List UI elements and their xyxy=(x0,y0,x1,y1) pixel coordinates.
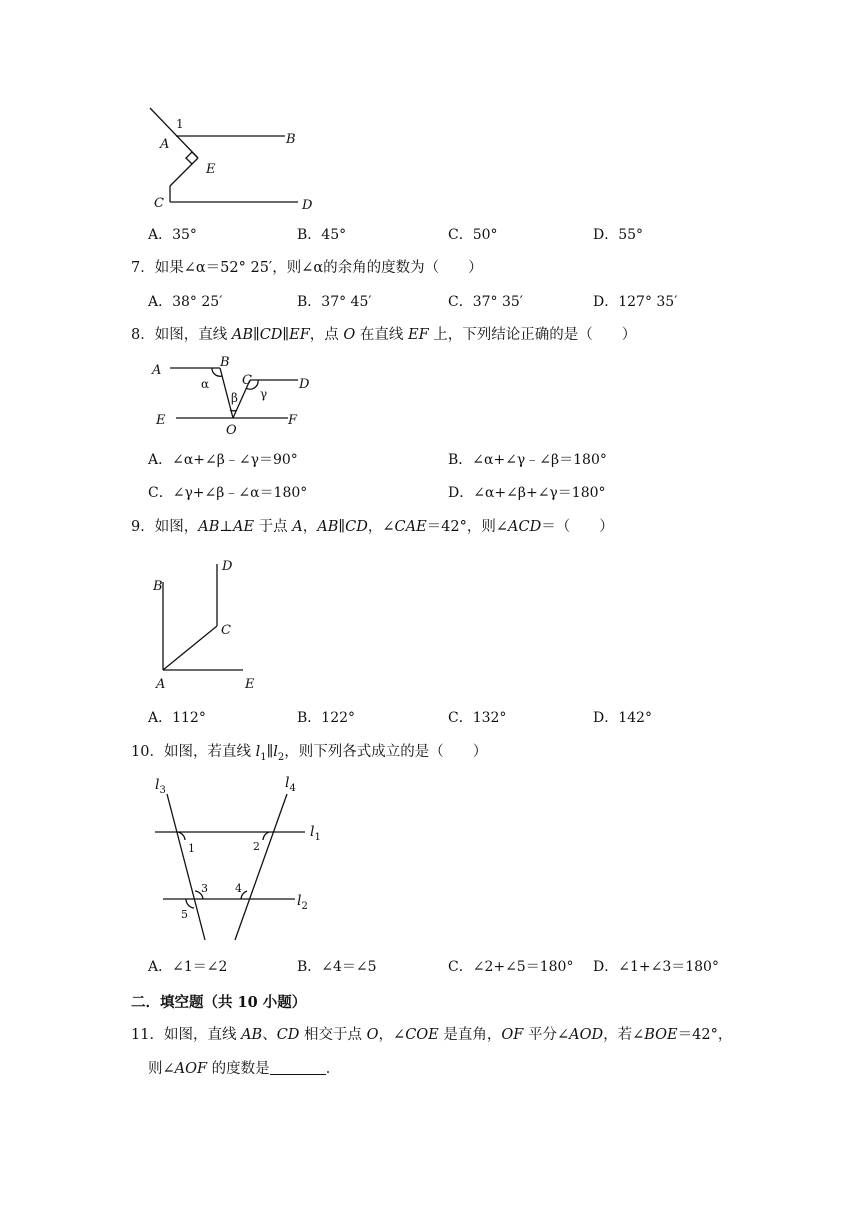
q6-option-a: A．35° xyxy=(148,227,197,243)
q7-option-c: C．37° 35′ xyxy=(448,294,523,310)
q10-label-angle-1: 1 xyxy=(188,842,195,855)
q7-option-a: A．38° 25′ xyxy=(148,294,223,310)
q9-label-B: B xyxy=(153,579,163,594)
q11-answer-blank[interactable] xyxy=(270,1060,326,1075)
q6-option-d: D．55° xyxy=(593,227,644,243)
q8-figure xyxy=(148,356,328,438)
q10-label-angle-5: 5 xyxy=(181,908,188,921)
q10-option-b: B．∠4＝∠5 xyxy=(297,959,377,975)
q6-option-c: C．50° xyxy=(448,227,498,243)
q7-stem: 7．如果∠α＝52° 25′，则∠α的余角的度数为（ ） xyxy=(131,260,483,276)
q9-label-C: C xyxy=(221,623,231,638)
q8-option-d: D．∠α+∠β+∠γ＝180° xyxy=(448,485,606,501)
q10-arc-2 xyxy=(263,832,269,840)
q10-label-angle-4: 4 xyxy=(235,882,242,895)
q8-stem: 8．如图，直线 AB∥CD∥EF，点 O 在直线 EF 上，下列结论正确的是（ ） xyxy=(131,327,637,343)
q10-label-l2: $l_2$ xyxy=(297,893,308,912)
q8-label-E: E xyxy=(156,413,166,428)
q6-label-C: C xyxy=(154,196,164,211)
q9-label-E: E xyxy=(245,677,255,692)
q10-line-l4 xyxy=(235,794,287,940)
q9-label-A: A xyxy=(156,677,166,692)
q8-label-C: C xyxy=(242,373,252,388)
q6-label-E: E xyxy=(206,162,216,177)
q8-option-b: B．∠α+∠γ﹣∠β＝180° xyxy=(448,452,607,468)
q9-option-c: C．132° xyxy=(448,710,507,726)
q9-segment-AC xyxy=(163,626,217,670)
q7-option-b: B．37° 45′ xyxy=(297,294,372,310)
q6-label-B: B xyxy=(286,132,296,147)
q6-figure xyxy=(140,100,330,215)
q9-stem: 9．如图，AB⊥AE 于点 A，AB∥CD，∠CAE＝42°，则∠ACD＝（ ） xyxy=(131,519,614,535)
q8-label-gamma: γ xyxy=(260,387,268,401)
q10-label-l4: $l_4$ xyxy=(285,775,296,794)
q8-label-O: O xyxy=(226,423,237,438)
q8-label-D: D xyxy=(299,377,310,392)
q6-right-angle-mark xyxy=(186,152,198,164)
q8-label-A: A xyxy=(152,363,162,378)
q10-figure xyxy=(145,772,335,944)
q8-label-F: F xyxy=(288,413,298,428)
q10-label-angle-3: 3 xyxy=(201,882,208,895)
q9-option-d: D．142° xyxy=(593,710,652,726)
q11-stem-line-2: 则∠AOF 的度数是 ． xyxy=(148,1061,341,1077)
q9-label-D: D xyxy=(222,559,233,574)
q10-stem: 10．如图，若直线 $l_1\parallel l_2$，则下列各式成立的是（ ） xyxy=(131,744,488,763)
q10-option-d: D．∠1+∠3＝180° xyxy=(593,959,719,975)
q10-arc-5 xyxy=(186,899,194,908)
q6-label-1: 1 xyxy=(176,117,184,131)
q10-label-l3: $l_3$ xyxy=(155,777,166,796)
q6-option-b: B．45° xyxy=(297,227,347,243)
q6-label-A: A xyxy=(160,137,170,152)
q9-option-a: A．112° xyxy=(148,710,206,726)
q10-label-angle-2: 2 xyxy=(253,840,260,853)
q6-transversal xyxy=(150,108,198,158)
q8-label-alpha: α xyxy=(201,377,210,391)
q9-figure xyxy=(145,552,275,694)
q10-option-c: C．∠2+∠5＝180° xyxy=(448,959,574,975)
q8-arc-beta xyxy=(230,410,237,411)
q10-label-l1: $l_1$ xyxy=(310,824,321,843)
q8-option-a: A．∠α+∠β﹣∠γ＝90° xyxy=(148,452,298,468)
q9-option-b: B．122° xyxy=(297,710,356,726)
q6-label-D: D xyxy=(302,198,313,213)
q8-option-c: C．∠γ+∠β﹣∠α＝180° xyxy=(148,485,308,501)
q8-label-beta: β xyxy=(231,391,238,405)
section-heading-fill-in: 二．填空题（共 10 小题） xyxy=(131,994,307,1011)
q7-option-d: D．127° 35′ xyxy=(593,294,678,310)
q8-label-B: B xyxy=(220,356,230,370)
q11-stem-line-1: 11．如图，直线 AB、CD 相交于点 O，∠COE 是直角，OF 平分∠AOD，若∠BOE＝42°， xyxy=(131,1027,733,1043)
q6-segment-EC xyxy=(170,158,198,186)
q10-option-a: A．∠1＝∠2 xyxy=(148,959,228,975)
